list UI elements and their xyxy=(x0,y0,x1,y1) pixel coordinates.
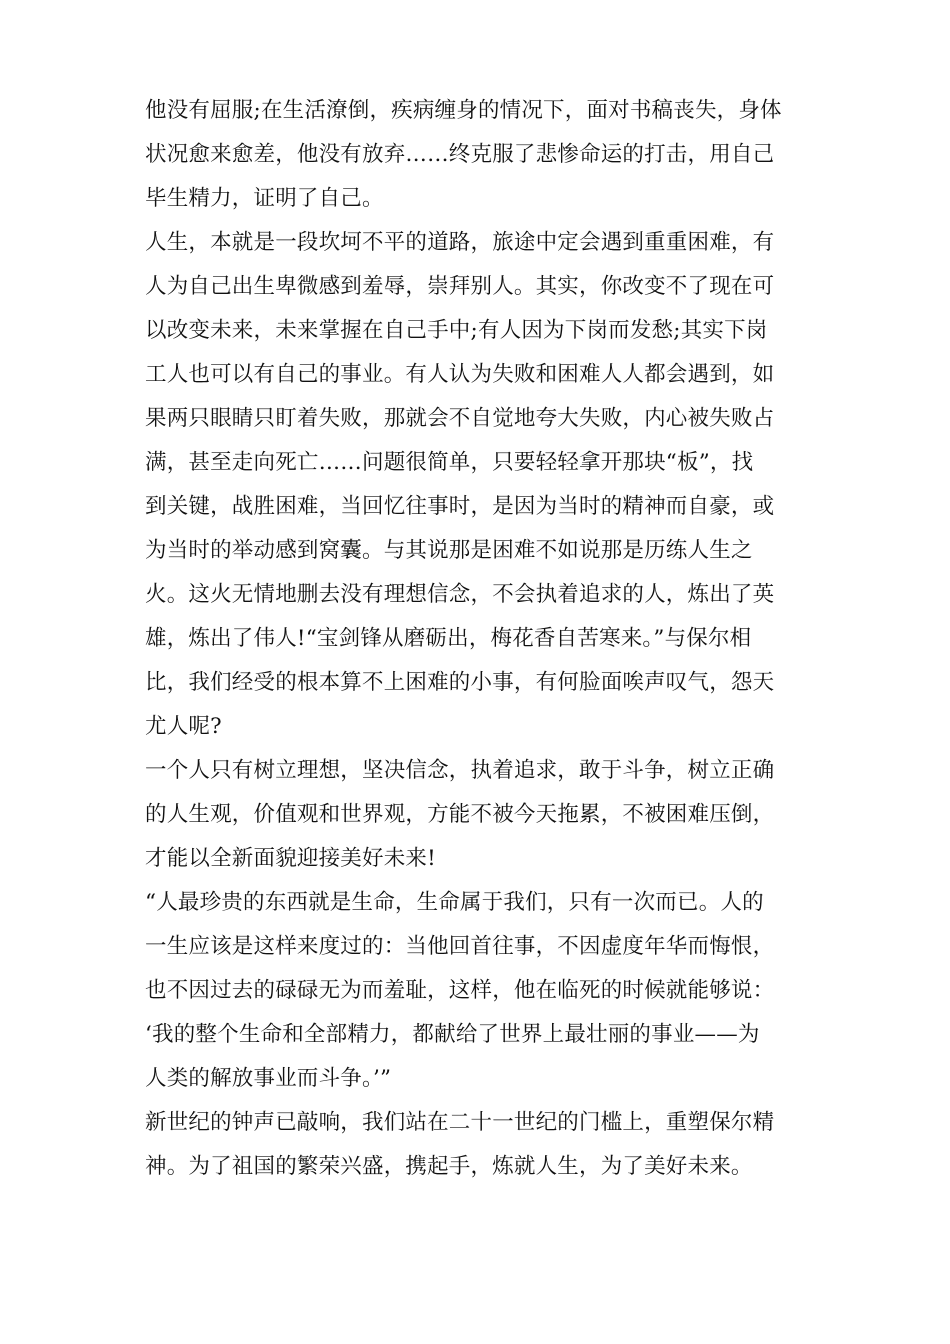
text-line: 到关键，战胜困难，当回忆往事时，是因为当时的精神而自豪，或 xyxy=(145,494,775,519)
text-line: “人最珍贵的东西就是生命，生命属于我们，只有一次而已。人的 xyxy=(145,890,764,915)
text-line: 一生应该是这样来度过的：当他回首往事，不因虚度年华而悔恨， xyxy=(145,934,775,959)
text-line: 为当时的举动感到窝囊。与其说那是困难不如说那是历练人生之 xyxy=(145,538,753,563)
text-line: 比，我们经受的根本算不上困难的小事，有何脸面唉声叹气，怨天 xyxy=(145,670,775,695)
paragraph-1 xyxy=(145,89,815,221)
text-line: 果两只眼睛只盯着失败，那就会不自觉地夸大失败，内心被失败占 xyxy=(145,406,775,431)
text-line: 工人也可以有自己的事业。有人认为失败和困难人人都会遇到，如 xyxy=(145,362,775,387)
text-line: 他没有屈服;在生活潦倒，疾病缠身的情况下，面对书稿丧失，身体 xyxy=(145,98,782,123)
text-line: 才能以全新面貌迎接美好未来! xyxy=(145,846,436,871)
text-line: 一个人只有树立理想，坚决信念，执着追求，敢于斗争，树立正确 xyxy=(145,758,775,783)
text-line: 人为自己出生卑微感到羞辱，崇拜别人。其实，你改变不了现在可 xyxy=(145,274,775,299)
text-line: 新世纪的钟声已敲响，我们站在二十一世纪的门槛上，重塑保尔精 xyxy=(145,1110,775,1135)
text-line: 火。这火无情地删去没有理想信念，不会执着追求的人，炼出了英 xyxy=(145,582,775,607)
text-line: 也不因过去的碌碌无为而羞耻，这样，他在临死的时候就能够说： xyxy=(145,978,775,1003)
text-line: ‘我的整个生命和全部精力，都献给了世界上最壮丽的事业——为 xyxy=(145,1022,760,1047)
text-line: 人生，本就是一段坎坷不平的道路，旅途中定会遇到重重困难，有 xyxy=(145,230,775,255)
paragraph-2 xyxy=(145,221,815,749)
paragraph-3 xyxy=(145,749,815,881)
document-body xyxy=(145,89,815,1189)
text-line: 神。为了祖国的繁荣兴盛，携起手，炼就人生，为了美好未来。 xyxy=(145,1154,753,1179)
paragraph-5 xyxy=(145,1101,815,1189)
text-line: 尤人呢? xyxy=(145,714,222,739)
paragraph-4-quote xyxy=(145,881,815,1101)
text-line: 人类的解放事业而斗争。’” xyxy=(145,1066,392,1091)
text-line: 满，甚至走向死亡……问题很简单，只要轻轻拿开那块“板”，找 xyxy=(145,450,754,475)
text-line: 状况愈来愈差，他没有放弃……终克服了悲惨命运的打击，用自己 xyxy=(145,142,775,167)
text-line: 的人生观，价值观和世界观，方能不被今天拖累，不被困难压倒， xyxy=(145,802,775,827)
text-line: 雄，炼出了伟人!“宝剑锋从磨砺出，梅花香自苦寒来。”与保尔相 xyxy=(145,626,752,651)
text-line: 毕生精力，证明了自己。 xyxy=(145,186,384,211)
text-line: 以改变未来，未来掌握在自己手中;有人因为下岗而发愁;其实下岗 xyxy=(145,318,768,343)
